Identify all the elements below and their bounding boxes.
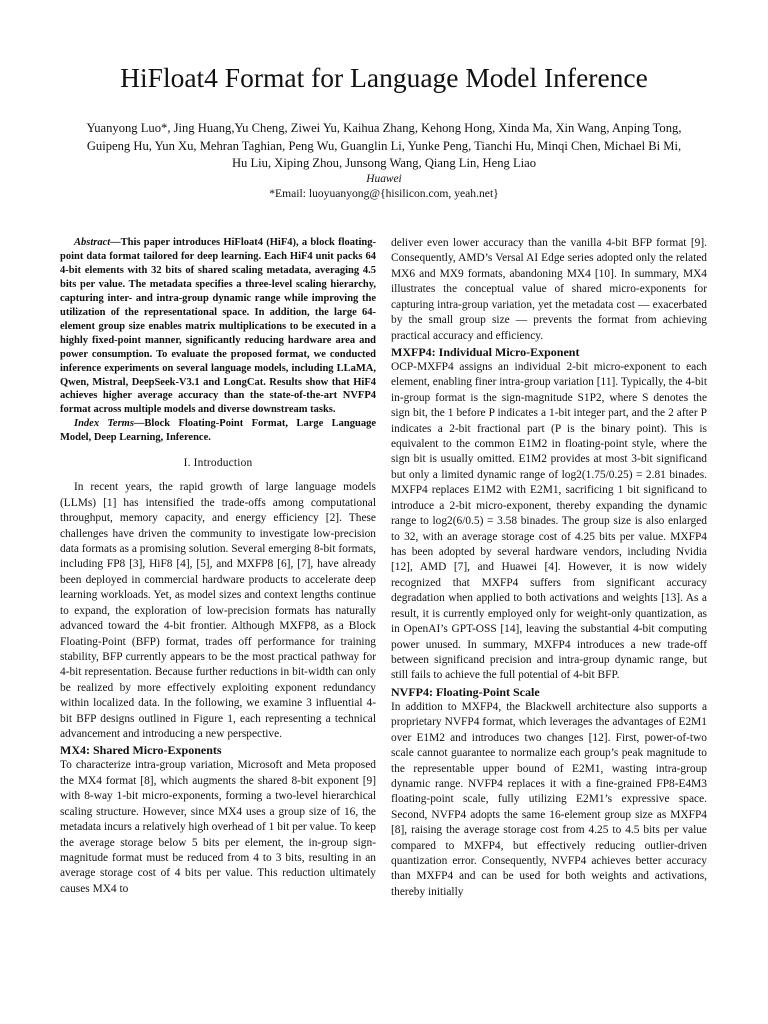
section-heading-introduction: I. Introduction [183,457,253,470]
abstract-label: Abstract [74,237,111,248]
contact-email: *Email: luoyuanyong@{hisilicon.com, yeah.net} [269,187,499,200]
mx4-paragraph-continued: deliver even lower accuracy than the vanilla 4-bit BFP format [9]. Consequently, AMD’s Versal AI Edge series adopted only the related MX6 and MX9 formats, abandoning MX4 [10]. In summary, MX4 illustrates the conceptual value of shared micro-exponents for capturing intra-group variation, yet the metadata cost — exacerbated by the small group size — prevents the format from achieving practical accuracy and efficiency. [391,237,707,342]
index-terms-text: —Block Floating-Point Format, Large Language Model, Deep Learning, Inference. [60,418,376,444]
nvfp4-paragraph: In addition to MXFP4, the Blackwell architecture also supports a proprietary NVFP4 format, which leverages the advantages of E2M1 over E1M2 and introduces two changes [12]. First, power-of-two scale cannot guarantee to normalize each group’s peak magnitude to the representable upper bound of E2M1, wasting intra-group dynamic range. NVFP4 replaces it with a fine-grained FP8-E4M3 floating-point scale, fully utilizing E2M1’s expressive space. Second, NVFP4 adopts the same 16-element group size as MXFP4 [8], raising the average storage cost from 4.25 to 4.5 bits per value compared to MXFP4, but effectively reducing outlier-driven quantization error. Consequently, NVFP4 achieves better accuracy than MXFP4 and can be used for both weights and activations, thereby initially [391,700,707,898]
mx4-paragraph: To characterize intra-group variation, Microsoft and Meta proposed the MX4 format [8], which augments the shared 8-bit exponent [9] with 8-way 1-bit micro-exponents, forming a two-level hierarchical scaling structure. However, since MX4 uses a group size of 16, the metadata incurs a relatively high overhead of 1 bit per value. To keep the average storage below 5 bits per element, the in-group sign-magnitude format must be reduced from 4 to 3 bits, resulting in an average storage cost of 4 bits per value. This reduction ultimately causes MX4 to [60,759,376,895]
affiliation: Huawei [366,173,402,185]
introduction-paragraph: In recent years, the rapid growth of large language models (LLMs) [1] has intensified the trade-offs among computational throughput, memory capacity, and energy efficiency [2]. These challenges have driven the community to investigate low-precision data formats as a promising solution. Several emerging 8-bit formats, including FP8 [3], HiF8 [4], [5], and MXFP8 [6], [7], have already been deployed in commercial hardware products to accelerate deep learning workloads. Yet, as model sizes and context lengths continue to expand, the exploration of low-precision formats has naturally advanced toward the 4-bit frontier. Although MXFP8, as a Block Floating-Point (BFP) format, trades off performance for training stability, BFP currently appears to be the most practical pathway for 4-bit representation. Because further reductions in bit-width can only be realized by more effectively exploiting exponent redundancy within localized data. In the following, we examine 3 influential 4-bit BFP designs outlined in Figure 1, each representing a technical advancement and introducing a new perspective. [60,481,376,741]
paper-title: HiFloat4 Format for Language Model Inference [120,62,648,93]
right-column [391,236,707,900]
mxfp4-paragraph: OCP-MXFP4 assigns an individual 2-bit micro-exponent to each element, enabling finer intra-group variation [11]. Typically, the 4-bit in-group format is the sign-magnitude S1P2, where S denotes the sign bit, the 1 before P indicates a 1-bit integer part, and the 2 after P indicates a 2-bit fractional part (P is the binary point). This is equivalent to the common E1M2 in floating-point style, where the sign bit is usually omitted. E1M2 provides at most 3-bit significand but only a limited dynamic range of log2(1.75/0.25) = 2.81 binades. MXFP4 replaces E1M2 with E2M1, sacrificing 1 bit significand to introduce a 2-bit micro-exponent, thereby expanding the dynamic range to log2(6/0.5) = 3.58 binades. The group size is also enlarged to 32, with an average storage cost of 4.25 bits per value. MXFP4 has been adopted by several hardware vendors, including Nvidia [12], AMD [7], and Huawei [4]. However, it is now widely recognized that MXFP4 suffers from significant accuracy degradation when applied to both activations and weights [13]. As a result, it is currently employed only for weight-only quantization, as in OpenAI’s GPT-OSS [14], leaving the substantial 4-bit computing power unused. In summary, MXFP4 introduces a new trade-off between significand precision and intra-group dynamic range, but still fails to achieve the full potential of 4-bit BFP. [391,360,707,682]
abstract-text: —This paper introduces HiFloat4 (HiF4), a block floating-point data format tailored for deep learning. Each HiF4 unit packs 64 4-bit elements with 32 bits of shared scaling metadata, averaging 4.5 bits per value. The metadata specifies a three-level scaling hierarchy, capturing inter- and intra-group dynamic range while improving the utilization of the representational space. In addition, the large 64-element group size enables matrix multiplications to be executed in a highly fixed-point manner, significantly reducing hardware area and power consumption. To evaluate the proposed format, we conducted inference experiments on several language models, including LLaMA, Qwen, Mistral, DeepSeek-V3.1 and LongCat. Results show that HiF4 achieves higher average accuracy than the state-of-the-art NVFP4 format across multiple models and diverse downstream tasks. [60,237,376,416]
index-terms-label: Index Terms [74,418,134,430]
abstract [60,236,376,417]
subsection-heading-mxfp4: MXFP4: Individual Micro-Exponent [391,344,580,359]
index-terms [60,417,376,445]
author-list: Yuanyong Luo*, Jing Huang,Yu Cheng, Ziwei Yu, Kaihua Zhang, Kehong Hong, Xinda Ma, Xin Wang, Anping Tong, Guipeng Hu, Yun Xu, Mehran Taghian, Peng Wu, Guanglin Li, Yunke Peng, Tianchi Hu, Minqi Chen, Michael Bi Mi, Hu Liu, Xiping Zhou, Junsong Wang, Qiang Lin, Heng Liao [86,121,682,170]
subsection-heading-nvfp4: NVFP4: Floating-Point Scale [391,684,540,699]
subsection-heading-mx4: MX4: Shared Micro-Exponents [60,743,222,758]
left-column [60,236,376,897]
